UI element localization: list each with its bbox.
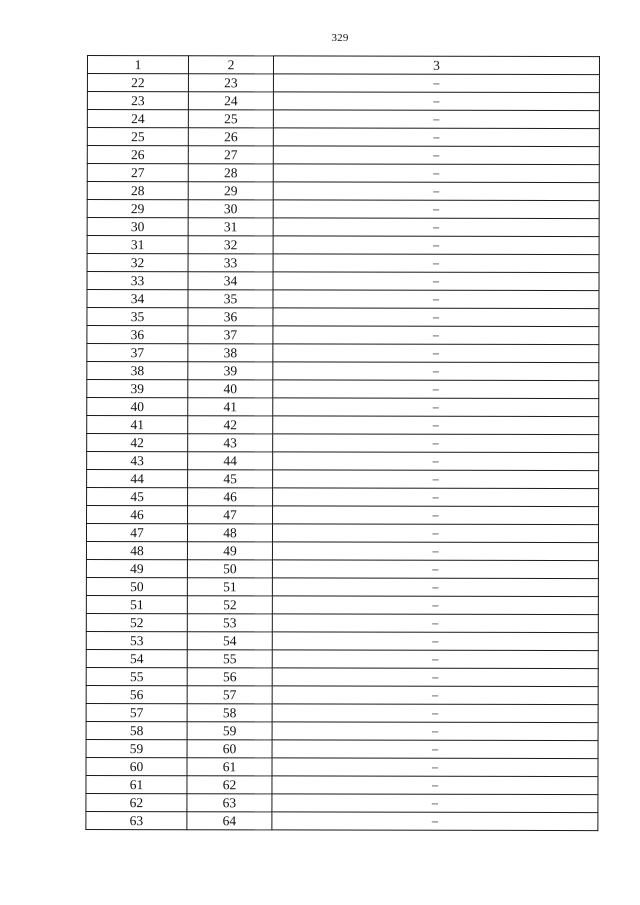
table-cell-col-3: – bbox=[272, 524, 598, 543]
table-cell-col-2: 28 bbox=[188, 164, 273, 182]
table-cell-col-2: 62 bbox=[187, 776, 272, 794]
table-cell-col-1: 32 bbox=[87, 254, 188, 272]
table-cell-col-2: 44 bbox=[188, 452, 273, 470]
table-row bbox=[87, 470, 599, 489]
table-cell-col-3: – bbox=[273, 74, 599, 93]
table-row bbox=[87, 200, 599, 219]
table-row bbox=[87, 398, 599, 417]
table-cell-col-1: 41 bbox=[87, 416, 188, 434]
table-cell-col-2: 47 bbox=[188, 506, 273, 524]
table-cell-col-2: 40 bbox=[188, 380, 273, 398]
table-cell-col-3: – bbox=[272, 668, 598, 687]
table-cell-col-1: 62 bbox=[86, 793, 187, 811]
table-cell-col-3: – bbox=[273, 110, 599, 129]
table-cell-col-2: 54 bbox=[187, 632, 272, 650]
table-cell-col-2: 51 bbox=[187, 578, 272, 596]
table-cell-col-1: 30 bbox=[87, 218, 188, 236]
table-row bbox=[87, 416, 599, 435]
table-cell-col-1: 42 bbox=[87, 434, 188, 452]
table-cell-col-3: – bbox=[273, 398, 599, 417]
table-row bbox=[86, 542, 598, 561]
table-cell-col-3: – bbox=[273, 146, 599, 165]
table-cell-col-2: 23 bbox=[188, 74, 273, 92]
table-cell-col-2: 55 bbox=[187, 650, 272, 668]
table-row bbox=[86, 811, 598, 830]
table-row bbox=[87, 110, 599, 129]
table-cell-col-2: 48 bbox=[187, 524, 272, 542]
table-cell-col-3: – bbox=[273, 272, 599, 291]
table-cell-col-3: – bbox=[272, 722, 598, 741]
table-cell-col-1: 47 bbox=[86, 524, 187, 542]
table-cell-col-1: 55 bbox=[86, 667, 187, 685]
table-body bbox=[86, 74, 600, 831]
table-cell-col-1: 50 bbox=[86, 577, 187, 595]
table-cell-col-3: – bbox=[273, 326, 599, 345]
table-row bbox=[87, 218, 599, 237]
table-cell-col-1: 53 bbox=[86, 631, 187, 649]
table-row bbox=[87, 344, 599, 363]
table-row bbox=[87, 92, 599, 111]
table-cell-col-2: 56 bbox=[187, 668, 272, 686]
table-row bbox=[87, 74, 599, 93]
table-cell-col-1: 37 bbox=[87, 344, 188, 362]
table-row bbox=[86, 595, 598, 614]
table-cell-col-3: – bbox=[272, 542, 598, 561]
table-cell-col-1: 23 bbox=[87, 92, 188, 110]
table-cell-col-3: – bbox=[272, 776, 598, 795]
table-row bbox=[87, 272, 599, 291]
table-cell-col-2: 33 bbox=[188, 254, 273, 272]
table-cell-col-1: 61 bbox=[86, 775, 187, 793]
table-row bbox=[87, 362, 599, 381]
table-cell-col-3: – bbox=[273, 380, 599, 399]
table-cell-col-3: – bbox=[273, 506, 599, 525]
table-cell-col-1: 26 bbox=[87, 146, 188, 164]
table-row bbox=[87, 164, 599, 183]
table-cell-col-3: – bbox=[273, 470, 599, 489]
table-cell-col-3: – bbox=[272, 560, 598, 579]
table-cell-col-2: 30 bbox=[188, 200, 273, 218]
table-cell-col-1: 51 bbox=[86, 595, 187, 613]
table-row bbox=[86, 721, 598, 740]
table-cell-col-1: 40 bbox=[87, 398, 188, 416]
column-header-3: 3 bbox=[273, 56, 599, 75]
column-header-2: 2 bbox=[188, 56, 273, 74]
table-cell-col-2: 34 bbox=[188, 272, 273, 290]
table-cell-col-1: 43 bbox=[87, 452, 188, 470]
table-row bbox=[86, 739, 598, 758]
table-cell-col-1: 60 bbox=[86, 757, 187, 775]
table-cell-col-3: – bbox=[272, 578, 598, 597]
table-cell-col-1: 38 bbox=[87, 362, 188, 380]
table-row bbox=[87, 506, 599, 525]
table-cell-col-1: 63 bbox=[86, 811, 187, 829]
table-cell-col-2: 59 bbox=[187, 722, 272, 740]
table-row bbox=[87, 290, 599, 309]
table-cell-col-2: 29 bbox=[188, 182, 273, 200]
table-row bbox=[87, 326, 599, 345]
table-cell-col-3: – bbox=[272, 740, 598, 759]
table-cell-col-3: – bbox=[272, 650, 598, 669]
table-row bbox=[86, 703, 598, 722]
table-cell-col-1: 39 bbox=[87, 380, 188, 398]
table-cell-col-3: – bbox=[273, 416, 599, 435]
table-cell-col-3: – bbox=[272, 596, 598, 615]
table-header-row bbox=[87, 56, 599, 75]
table-cell-col-2: 25 bbox=[188, 110, 273, 128]
table-cell-col-3: – bbox=[273, 344, 599, 363]
table-cell-col-2: 27 bbox=[188, 146, 273, 164]
table-row bbox=[87, 236, 599, 255]
table-cell-col-1: 27 bbox=[87, 164, 188, 182]
table-cell-col-3: – bbox=[273, 452, 599, 471]
table-cell-col-2: 26 bbox=[188, 128, 273, 146]
table-cell-col-2: 39 bbox=[188, 362, 273, 380]
table-cell-col-1: 45 bbox=[87, 488, 188, 506]
table-cell-col-3: – bbox=[272, 812, 598, 831]
table-cell-col-2: 32 bbox=[188, 236, 273, 254]
table-cell-col-1: 33 bbox=[87, 272, 188, 290]
table-cell-col-2: 64 bbox=[187, 812, 272, 830]
table-cell-col-3: – bbox=[273, 488, 599, 507]
table-cell-col-1: 57 bbox=[86, 703, 187, 721]
table-cell-col-1: 59 bbox=[86, 739, 187, 757]
table-row bbox=[86, 613, 598, 632]
table-cell-col-2: 24 bbox=[188, 92, 273, 110]
table-cell-col-2: 31 bbox=[188, 218, 273, 236]
table-cell-col-2: 41 bbox=[188, 398, 273, 416]
table-cell-col-1: 24 bbox=[87, 110, 188, 128]
table-cell-col-3: – bbox=[272, 758, 598, 777]
table-cell-col-1: 54 bbox=[86, 649, 187, 667]
table-row bbox=[86, 649, 598, 668]
table-row bbox=[87, 380, 599, 399]
table-cell-col-2: 43 bbox=[188, 434, 273, 452]
table-cell-col-3: – bbox=[272, 632, 598, 651]
table-row bbox=[86, 577, 598, 596]
table-row bbox=[87, 434, 599, 453]
table-cell-col-1: 58 bbox=[86, 721, 187, 739]
table-cell-col-2: 46 bbox=[188, 488, 273, 506]
table-cell-col-2: 57 bbox=[187, 686, 272, 704]
table-cell-col-1: 52 bbox=[86, 613, 187, 631]
table-cell-col-3: – bbox=[273, 362, 599, 381]
table-row bbox=[86, 685, 598, 704]
table-row bbox=[87, 254, 599, 273]
table-cell-col-2: 35 bbox=[188, 290, 273, 308]
table-cell-col-1: 28 bbox=[87, 182, 188, 200]
table-cell-col-3: – bbox=[273, 290, 599, 309]
table-cell-col-1: 25 bbox=[87, 128, 188, 146]
table-cell-col-2: 63 bbox=[187, 794, 272, 812]
table-row bbox=[87, 488, 599, 507]
table-cell-col-2: 52 bbox=[187, 596, 272, 614]
table-row bbox=[86, 524, 598, 543]
table-cell-col-1: 36 bbox=[87, 326, 188, 344]
table-cell-col-3: – bbox=[273, 182, 599, 201]
table-cell-col-1: 29 bbox=[87, 200, 188, 218]
table-cell-col-3: – bbox=[273, 254, 599, 273]
table-row bbox=[87, 452, 599, 471]
table-cell-col-1: 56 bbox=[86, 685, 187, 703]
table-row bbox=[86, 667, 598, 686]
table-cell-col-3: – bbox=[273, 200, 599, 219]
table-cell-col-2: 50 bbox=[187, 560, 272, 578]
table-cell-col-1: 44 bbox=[87, 470, 188, 488]
table-cell-col-2: 45 bbox=[188, 470, 273, 488]
table-cell-col-3: – bbox=[273, 164, 599, 183]
column-header-1: 1 bbox=[87, 56, 188, 74]
table-cell-col-2: 49 bbox=[187, 542, 272, 560]
table-cell-col-1: 49 bbox=[86, 559, 187, 577]
table-cell-col-3: – bbox=[272, 794, 598, 813]
table-cell-col-2: 42 bbox=[188, 416, 273, 434]
page-number: 329 bbox=[331, 32, 349, 44]
table-row bbox=[86, 793, 598, 812]
table-cell-col-1: 48 bbox=[86, 542, 187, 560]
table-cell-col-2: 58 bbox=[187, 704, 272, 722]
table-cell-col-3: – bbox=[273, 236, 599, 255]
table-cell-col-2: 36 bbox=[188, 308, 273, 326]
table-row bbox=[87, 146, 599, 165]
table-row bbox=[86, 757, 598, 776]
table-cell-col-1: 31 bbox=[87, 236, 188, 254]
table-cell-col-2: 60 bbox=[187, 740, 272, 758]
table-cell-col-3: – bbox=[273, 308, 599, 327]
table-row bbox=[87, 308, 599, 327]
table-cell-col-3: – bbox=[273, 128, 599, 147]
table-row bbox=[87, 128, 599, 147]
table-cell-col-1: 34 bbox=[87, 290, 188, 308]
table-row bbox=[86, 775, 598, 794]
table-cell-col-3: – bbox=[273, 218, 599, 237]
table-cell-col-2: 37 bbox=[188, 326, 273, 344]
table-cell-col-3: – bbox=[273, 434, 599, 453]
table-row bbox=[86, 559, 598, 578]
table-cell-col-1: 35 bbox=[87, 308, 188, 326]
table-cell-col-1: 46 bbox=[87, 506, 188, 524]
table-cell-col-3: – bbox=[273, 92, 599, 111]
table-cell-col-3: – bbox=[272, 704, 598, 723]
table-cell-col-3: – bbox=[272, 614, 598, 633]
table-row bbox=[87, 182, 599, 201]
table-cell-col-2: 53 bbox=[187, 614, 272, 632]
table-cell-col-1: 22 bbox=[87, 74, 188, 92]
table-cell-col-2: 38 bbox=[188, 344, 273, 362]
table-cell-col-3: – bbox=[272, 686, 598, 705]
data-table bbox=[85, 55, 600, 831]
table-cell-col-2: 61 bbox=[187, 758, 272, 776]
table-row bbox=[86, 631, 598, 650]
